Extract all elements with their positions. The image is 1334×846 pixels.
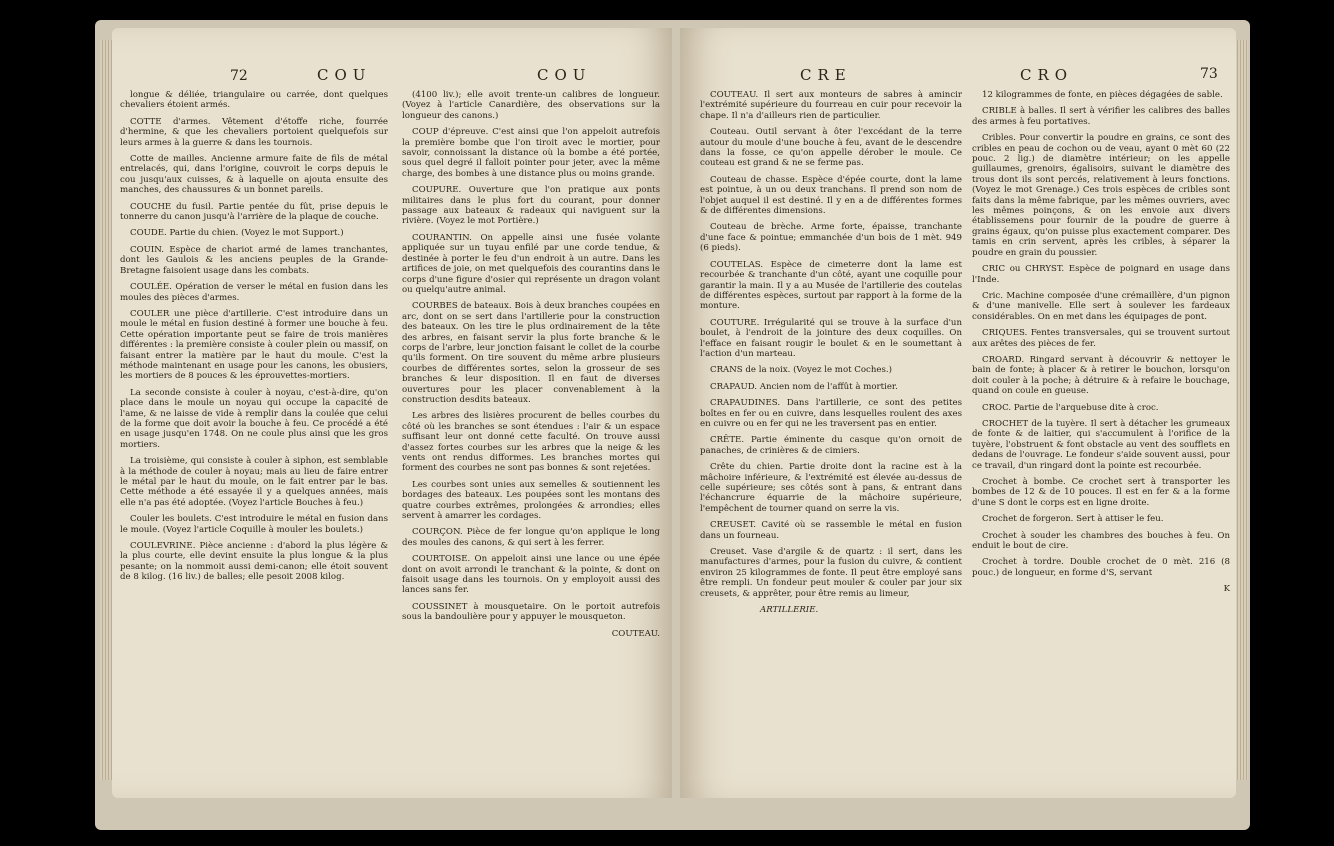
paragraph: Les courbes sont unies aux semelles & soutiennent les bordages des bateaux. Les poupées sont les montans des quatre courbes extrêmes, prolongées & arrondies; elles servent à amarrer les cordages. — [402, 479, 660, 522]
paragraph: COUDE. Partie du chien. (Voyez le mot Support.) — [130, 228, 344, 239]
paragraph: COURANTIN. On appelle ainsi une fusée volante appliquée sur un tuyau enfilé par une corde tendue, & destinée à porter le feu d'un endroit à un autre. Dans les artifices de joie, on met quelquefois des courantins dans le corps d'une figure d'osier qui représente un dragon volant ou quelqu'autre animal. — [402, 232, 660, 295]
text-column-1 — [120, 90, 388, 589]
paragraph: COUSSINET à mousquetaire. On le portoit autrefois sous la bandoulière pour y appuyer le mousqueton. — [402, 601, 660, 623]
paragraph: CRIQUES. Fentes transversales, qui se trouvent surtout aux arêtes des pièces de fer. — [972, 328, 1230, 349]
catchword: COUTEAU. — [611, 628, 660, 639]
headword: COU — [537, 66, 592, 84]
paragraph: COURÇON. Pièce de fer longue qu'on applique le long des moules des canons, & qui sert à les ferrer. — [402, 527, 660, 548]
paragraph: Couler les boulets. C'est introduire le métal en fusion dans le moule. (Voyez l'article Coquille à mouler les boulets.) — [120, 514, 388, 535]
paragraph: COUP d'épreuve. C'est ainsi que l'on appeloit autrefois la première bombe que l'on tiroit avec le mortier, pour savoir, connoissant la distance où la bombe a été portée, sous quel degré il falloit pointer pour jeter, avec la même charge, des bombes à une distance plus ou moins grande. — [402, 127, 660, 179]
paragraph: Creuset. Vase d'argile & de quartz : il sert, dans les manufactures d'armes, pour la fusion du cuivre, & contient environ 25 kilogrammes de fonte. Il peut être employé sans être rempli. Un fondeur peut mouler & couler par jour six creusets, & apprêter, pour être remis au limeur, — [700, 547, 962, 599]
paragraph: Couteau de chasse. Espèce d'épée courte, dont la lame est pointue, à un ou deux tranchans. Il prend son nom de l'objet auquel il est destiné. Il y en a de différentes formes & de différentes dimensions. — [700, 174, 962, 217]
paragraph: COUCHE du fusil. Partie pentée du fût, prise depuis le tonnerre du canon jusqu'à l'arrière de la plaque de couche. — [120, 201, 388, 223]
paragraph: (4100 liv.); elle avoit trente-un calibres de longueur. (Voyez à l'article Canardière, des observations sur la longueur des canons.) — [402, 90, 660, 121]
page-number: 72 — [230, 68, 248, 84]
paragraph: COUTEAU. Il sert aux monteurs de sabres à amincir l'extrémité supérieure du fourreau en cuir pour recevoir la chape. Il n'a d'ailleurs rien de particulier. — [700, 90, 962, 121]
page-number: 73 — [1200, 66, 1218, 82]
headword: COU — [317, 66, 372, 84]
paragraph: Couteau. Outil servant à ôter l'excédant de la terre autour du moule d'une bouche à feu, avant de le descendre dans la fosse, ce qu'on appelle dérober le moule. Ce couteau est grand & ne se ferme pas. — [700, 127, 962, 169]
paragraph: CRIC ou CHRYST. Espèce de poignard en usage dans l'Inde. — [972, 264, 1230, 285]
paragraph: COULÉE. Opération de verser le métal en fusion dans les moules des pièces d'armes. — [120, 282, 388, 303]
paragraph: COUIN. Espèce de chariot armé de lames tranchantes, dont les Gaulois & les anciens peuples de la Grande-Bretagne faisoient usage dans les combats. — [120, 244, 388, 276]
paragraph: CRAPAUD. Ancien nom de l'affût à mortier. — [710, 381, 898, 392]
paragraph: Couteau de brèche. Arme forte, épaisse, tranchante d'une face & pointue; emmanchée d'un bois de 1 mèt. 949 (6 pieds). — [700, 222, 962, 254]
left-page — [112, 28, 672, 798]
paragraph: COULEVRINE. Pièce ancienne : d'abord la plus légère & la plus courte, elle devint ensuite la plus longue & la plus pesante; on la nommoit aussi demi-canon; elle étoit souvent de 8 kilog. (16 liv.) de balles; elle pesoit 2008 kilog. — [120, 541, 388, 583]
signature-mark: K — [1223, 584, 1230, 595]
paragraph: Crochet à bombe. Ce crochet sert à transporter les bombes de 12 & de 10 pouces. Il est en fer & a la forme d'une S dont le corps est en ligne droite. — [972, 477, 1230, 508]
paragraph: CRANS de la noix. (Voyez le mot Coches.) — [710, 365, 892, 376]
paragraph: CRAPAUDINES. Dans l'artillerie, ce sont des petites boîtes en fer ou en cuivre, dans lesquelles roulent des axes en cuivre ou en fer qui ne les traversent pas en entier. — [700, 398, 962, 429]
paragraph: COUTURE. Irrégularité qui se trouve à la surface d'un boulet, à l'endroit de la jointure des deux coquilles. On l'efface en faisant rougir le boulet & en le soumettant à l'action d'un marteau. — [700, 317, 962, 359]
paragraph: COURTOISE. On appeloit ainsi une lance ou une épée dont on avoit arrondi le tranchant & la pointe, & dont on faisoit usage dans les tournois. On y employoit aussi des lances sans fer. — [402, 554, 660, 596]
text-column-2 — [402, 90, 660, 645]
paragraph: Crochet de forgeron. Sert à attiser le feu. — [982, 514, 1164, 525]
headword: CRE — [800, 66, 852, 84]
paragraph: La seconde consiste à couler à noyau, c'est-à-dire, qu'on place dans le moule un noyau qui occupe la capacité de l'ame, & ne laisse de vide à remplir dans la coulée que celui de la forme que doit avoir la bouche à feu. Ce procédé a été en usage jusqu'en 1748. On ne coule plus ainsi que les gros mortiers. — [120, 387, 388, 450]
paragraph: CROC. Partie de l'arquebuse dite à croc. — [982, 402, 1159, 413]
paragraph: COULER une pièce d'artillerie. C'est introduire dans un moule le métal en fusion destiné à former une bouche à feu. Cette opération importante peut se faire de trois manières différentes : la première consiste à couler plein ou massif, on faisant entrer la matière par le haut du moule. C'est la méthode maintenant en usage pour les canons, les obusiers, les mortiers de 8 pouces & les éprouvettes-mortiers. — [120, 308, 388, 382]
paragraph: Les arbres des lisières procurent de belles courbes du côté où les branches se sont étendues : l'air & un espace suffisant leur ont donné cette faculté. On trouve aussi d'assez fortes courbes sur les arbres que la neige & les vents ont rendus difformes. Les branches mortes qui forment des courbes ne sont pas bonnes & sont rejetées. — [402, 411, 660, 474]
paragraph: COUTELAS. Espèce de cimeterre dont la lame est recourbée & tranchante d'un côté, ayant une coquille pour garantir la main. Il y a au Musée de l'artillerie des coutelas de différentes espèces, surtout par rapport à la forme de la monture. — [700, 259, 962, 312]
paragraph: CREUSET. Cavité où se rassemble le métal en fusion dans un fourneau. — [700, 520, 962, 541]
paragraph: 12 kilogrammes de fonte, en pièces dégagées de sable. — [982, 90, 1223, 100]
paragraph: COUPURE. Ouverture que l'on pratique aux ponts militaires dans le plus fort du courant, pour donner passage aux bateaux & radeaux qui naviguent sur la rivière. (Voyez le mot Portière.) — [402, 185, 660, 227]
paragraph: CRIBLE à balles. Il sert à vérifier les calibres des balles des armes à feu portatives. — [972, 106, 1230, 127]
paragraph: COTTE d'armes. Vêtement d'étoffe riche, fourrée d'hermine, & que les chevaliers portoient quelquefois sur leurs armes à la guerre & dans les tournois. — [120, 116, 388, 148]
paragraph: Cribles. Pour convertir la poudre en grains, ce sont des cribles en peau de cochon ou de veau, ayant 0 mèt 60 (22 pouc. 2 lig.) de diamètre intérieur; on les appelle guillaumes, grenoirs, égalisoirs, suivant le diamètre des trous dont ils sont percés, relativement à leurs fonctions. (Voyez le mot Grenage.) Ces trois espèces de cribles sont faits dans la même fabrique, par les mêmes ouvriers, avec les mêmes poinçons, & on les envoie aux divers établissemens pour fournir de la poudre de guerre à grains égaux, qu'on puisse plus exactement comparer. Des tamis en crin servent, après les cribles, à séparer la poudre en grain du poussier. — [972, 133, 1230, 258]
paragraph: Cotte de mailles. Ancienne armure faite de fils de métal entrelacés, qui, dans l'origine, couvroit le corps depuis le cou jusqu'aux cuisses, & à laquelle on ajouta ensuite des manches, des chaussures & un bonnet pareils. — [120, 154, 388, 196]
paragraph: Crochet à souder les chambres des bouches à feu. On enduit le bout de cire. — [972, 530, 1230, 552]
signature-mark: ARTILLERIE. — [760, 605, 819, 616]
paragraph: La troisième, qui consiste à couler à siphon, est semblable à la méthode de couler à noyau; mais au lieu de faire entrer le métal par le haut du moule, on le fait entrer par le bas. Cette méthode a été essayée il y a quelques années, mais elle n'a pas été adoptée. (Voyez l'article Bouches à feu.) — [120, 456, 388, 508]
paragraph: CROCHET de la tuyère. Il sert à détacher les grumeaux de fonte & de laitier, qui s'accumulent à l'orifice de la tuyère, l'obstruent & font obstacle au vent des soufflets en dedans de l'ouvrage. Le fondeur s'aide souvent aussi, pour ce travail, d'un ringard dont la pointe est recourbée. — [972, 418, 1230, 471]
paragraph: Crochet à tordre. Double crochet de 0 mèt. 216 (8 pouc.) de longueur, en forme d'S, servant — [972, 557, 1230, 578]
paragraph: CROARD. Ringard servant à découvrir & nettoyer le bain de fonte; à placer & à retirer le bouchon, lorsqu'on doit couler à la poche; à détruire & à refaire le bouchage, quand on coule en gueuse. — [972, 354, 1230, 397]
text-column-1 — [700, 90, 962, 621]
paragraph: longue & déliée, triangulaire ou carrée, dont quelques chevaliers étoient armés. — [120, 90, 388, 111]
headword: CRO — [1020, 66, 1074, 84]
text-column-2 — [972, 90, 1230, 601]
paragraph: Cric. Machine composée d'une crémaillère, d'un pignon & d'une manivelle. Elle sert à soulever les fardeaux considérables. On en met dans les équipages de pont. — [972, 290, 1230, 322]
paragraph: COURBES de bateaux. Bois à deux branches coupées en arc, dont on se sert dans l'artillerie pour la construction des bateaux. On les tire le plus ordinairement de la tête des arbres, en faisant servir la plus forte branche & le corps de l'arbre, leur jonction faisant le collet de la courbe qu'ils forment. On tire souvent du même arbre plusieurs courbes de différentes sortes, selon la grosseur de ses branches & leur disposition. Il en faut de diverses ouvertures pour les placer convenablement à la construction desdits bateaux. — [402, 301, 660, 405]
paragraph: Crête du chien. Partie droite dont la racine est à la mâchoire inférieure, & l'extrémité est élevée au-dessus de celle supérieure; ses côtés sont à pans, & entrant dans l'échancrure équarrie de la mâchoire supérieure, l'empêchent de tourner quand on serre la vis. — [700, 462, 962, 514]
right-page — [680, 28, 1236, 798]
paragraph: CRÊTE. Partie éminente du casque qu'on ornoit de panaches, de crinières & de cimiers. — [700, 435, 962, 456]
